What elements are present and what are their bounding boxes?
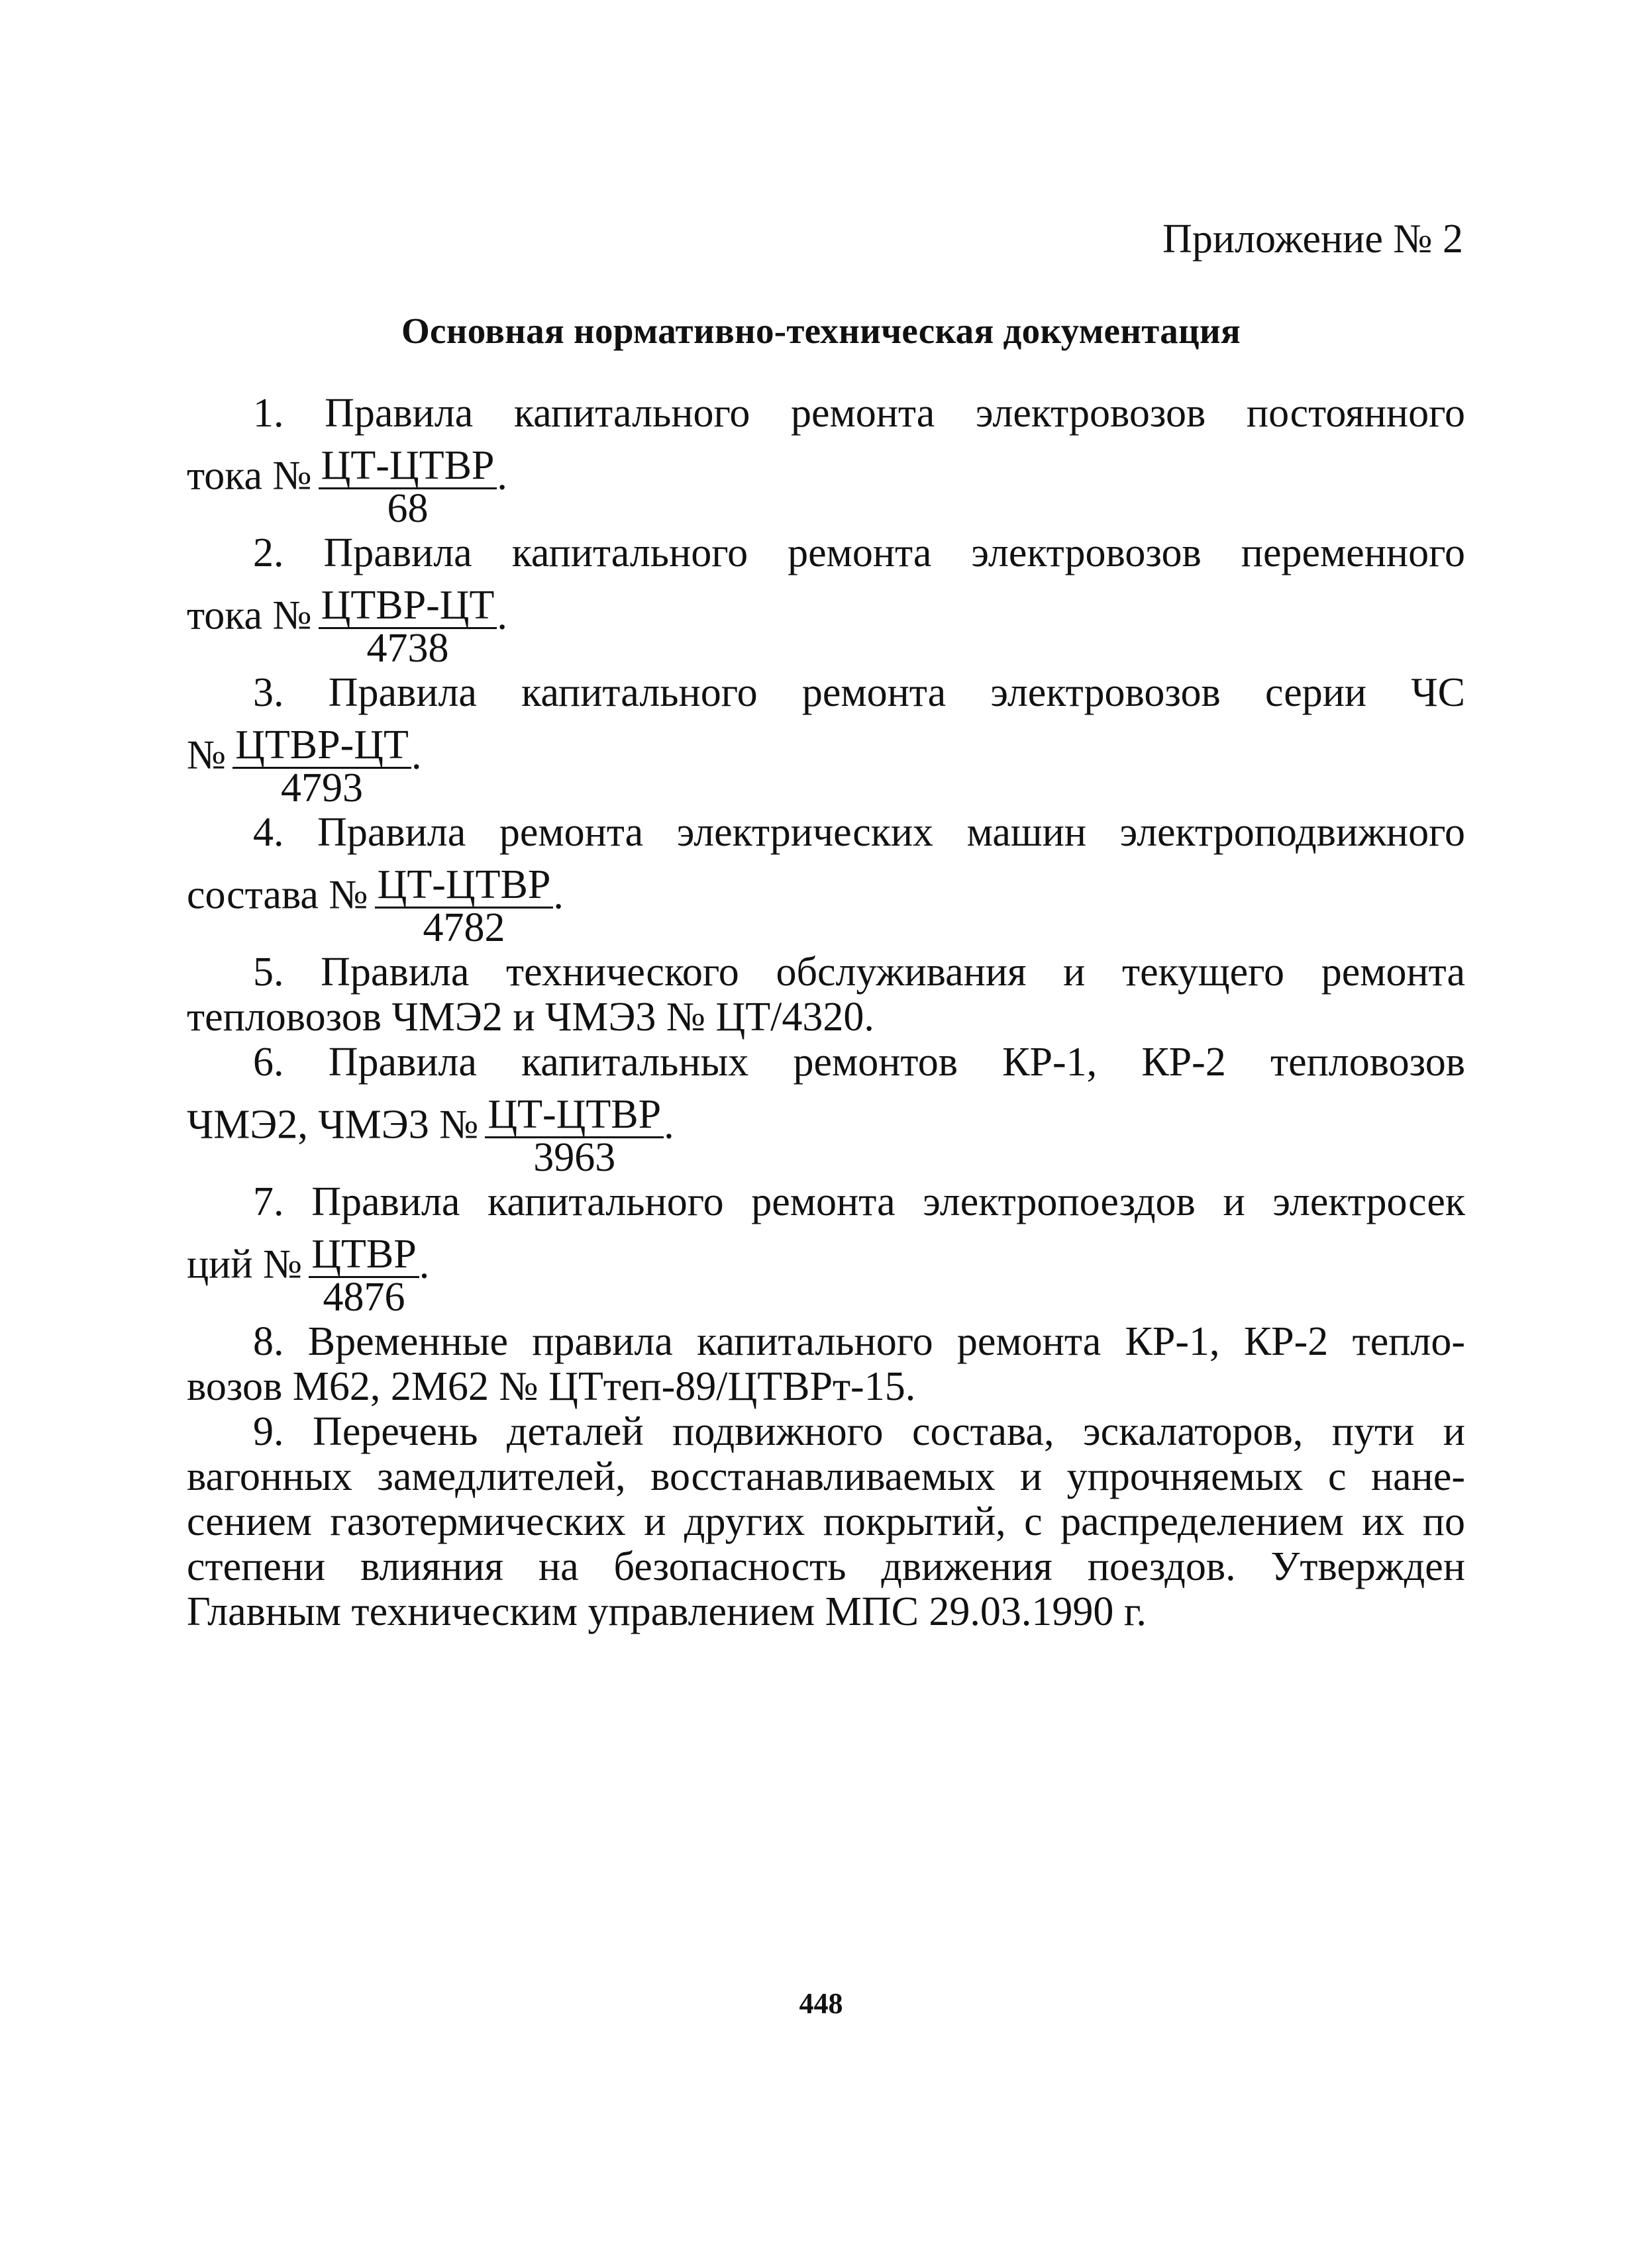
- item-1-fraction: [319, 443, 497, 531]
- item-8-line-1: 8. Временные правила капитального ремонта КР-1, КР-2 тепло-: [253, 1319, 1465, 1364]
- item-6-line-1: 6. Правила капитальных ремонтов КР-1, КР-2 тепловозов: [253, 1040, 1465, 1085]
- item-1-prefix: тока №: [187, 453, 312, 499]
- list-item-7: [187, 1179, 1465, 1320]
- list-item-5: [187, 950, 1465, 1040]
- item-2-line-2: [187, 578, 1465, 671]
- item-5-line-2: тепловозов ЧМЭ2 и ЧМЭ3 № ЦТ/4320.: [187, 995, 874, 1040]
- item-1-suffix: .: [497, 453, 507, 499]
- list-item-8: [187, 1319, 1465, 1409]
- item-4-prefix: состава №: [187, 872, 368, 918]
- appendix-label: Приложение № 2: [1162, 217, 1463, 262]
- item-2-fraction: [319, 583, 497, 671]
- item-9-line-1: 9. Перечень деталей подвижного состава, эскалаторов, пути и: [253, 1409, 1465, 1454]
- item-6-line-2: [187, 1087, 1465, 1180]
- item-1-line-2: [187, 438, 1465, 531]
- item-6-prefix: ЧМЭ2, ЧМЭ3 №: [187, 1102, 479, 1148]
- item-1-denominator: 68: [387, 486, 429, 531]
- item-2-line-1: 2. Правила капитального ремонта электровозов переменного: [253, 530, 1465, 575]
- item-7-numerator: ЦТВР: [309, 1234, 419, 1278]
- item-9-line-2: вагонных замедлителей, восстанавливаемых и упрочняемых с нане-: [187, 1454, 1465, 1499]
- list-item-9: [187, 1409, 1465, 1634]
- item-6-denominator: 3963: [533, 1135, 616, 1180]
- item-4-suffix: .: [553, 872, 564, 918]
- item-3-suffix: .: [411, 732, 422, 778]
- item-7-suffix: .: [419, 1242, 430, 1287]
- item-4-line-1: 4. Правила ремонта электрических машин электроподвижного: [253, 810, 1465, 855]
- item-5-line-1: 5. Правила технического обслуживания и текущего ремонта: [253, 950, 1465, 995]
- item-7-prefix: ций №: [187, 1242, 303, 1287]
- list-item-1: [187, 391, 1465, 531]
- item-4-denominator: 4782: [423, 905, 505, 950]
- item-7-denominator: 4876: [323, 1275, 405, 1320]
- item-7-line-1: 7. Правила капитального ремонта электропоездов и электросек: [253, 1179, 1465, 1224]
- item-1-line-1: 1. Правила капитального ремонта электровозов постоянного: [253, 391, 1465, 436]
- list-item-4: [187, 810, 1465, 950]
- item-7-line-2: [187, 1227, 1465, 1320]
- item-8-line-2: возов М62, 2М62 № ЦТтеп-89/ЦТВРт-15.: [187, 1364, 916, 1409]
- item-9-line-3: сением газотермических и других покрытий, с распределением их по: [187, 1499, 1465, 1544]
- item-6-suffix: .: [664, 1102, 674, 1148]
- item-3-fraction: [232, 722, 411, 811]
- item-3-denominator: 4793: [281, 765, 364, 811]
- list-item-2: [187, 530, 1465, 671]
- item-3-line-1: 3. Правила капитального ремонта электровозов серии ЧС: [253, 670, 1465, 715]
- page-number: 448: [799, 1987, 843, 2020]
- item-9-line-5: Главным техническим управлением МПС 29.03.1990 г.: [187, 1589, 1147, 1634]
- item-3-line-2: [187, 718, 1465, 811]
- item-1-numerator: ЦТ-ЦТВР: [319, 445, 497, 489]
- item-6-numerator: ЦТ-ЦТВР: [485, 1094, 664, 1138]
- item-2-numerator: ЦТВР-ЦТ: [319, 585, 497, 629]
- item-2-suffix: .: [497, 593, 507, 638]
- list-item-6: [187, 1040, 1465, 1180]
- item-9-line-4: степени влияния на безопасность движения поездов. Утвержден: [187, 1544, 1465, 1589]
- item-4-numerator: ЦТ-ЦТВР: [375, 864, 554, 909]
- item-7-fraction: [309, 1232, 419, 1320]
- document-list: [187, 391, 1465, 1634]
- item-4-fraction: [375, 862, 554, 950]
- item-2-denominator: 4738: [366, 626, 449, 671]
- list-item-3: [187, 670, 1465, 811]
- item-4-line-2: [187, 858, 1465, 950]
- item-2-prefix: тока №: [187, 593, 312, 638]
- item-3-prefix: №: [187, 732, 227, 778]
- item-6-fraction: [485, 1092, 664, 1180]
- item-3-numerator: ЦТВР-ЦТ: [232, 724, 411, 769]
- document-title: Основная нормативно-техническая документация: [401, 311, 1241, 351]
